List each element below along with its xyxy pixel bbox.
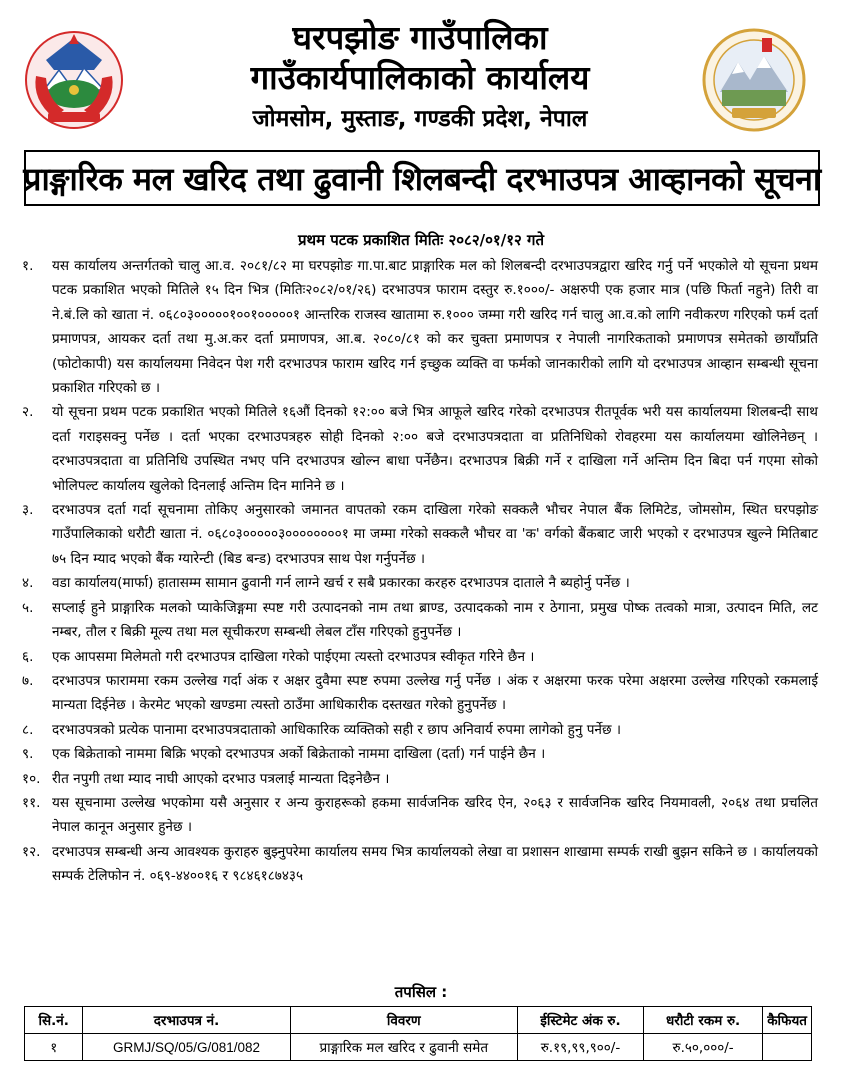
- nepal-government-emblem-icon: [24, 30, 124, 130]
- item-text: दरभाउपत्र दर्ता गर्दा सूचनामा तोकिए अनुसारको जमानत वापतको रकम दाखिला गरेको सक्कलै भौचर नेपाल बैंक लिमिटेड, जोमसोम, स्थित घरपझोङ गाउँपालिकाको धरौटी खाता नं. ०६८०३०००००३००००००००१ मा जम्मा गरेको सक्कलै भौचर वा 'क' वर्गको बैंकबाट जारी भएको र दरभाउपत्र खुल्ने मितिबाट ७५ दिन म्याद भएको बैंक ग्यारेन्टी (बिड बन्ड) दरभाउपत्र साथ पेश गर्नुपर्नेछ ।: [52, 502, 818, 567]
- cell-estimate: रु.१९,९९,९००/-: [517, 1034, 643, 1061]
- letterhead: [0, 0, 842, 140]
- notice-item: [22, 254, 818, 400]
- item-text: सप्लाई हुने प्राङ्गारिक मलको प्याकेजिङ्गमा स्पष्ट गरी उत्पादनको नाम तथा ब्राण्ड, उत्पादकको नाम र ठेगाना, प्रमुख पोष्क तत्वको मात्रा, उत्पादन मिति, लट नम्बर, तौल र बिक्री मूल्य तथा मल सूचीकरण सम्बन्धी लेबल टाँस गरिएको हुनुपर्नेछ ।: [52, 599, 818, 641]
- item-number: ५.: [22, 599, 34, 616]
- item-text: एक बिक्रेताको नाममा बिक्रि भएको दरभाउपत्र अर्को बिक्रेताको नाममा दाखिला (दर्ता) गर्न पाईने छैन ।: [52, 746, 546, 763]
- col-header-remarks: कैफियत: [763, 1007, 812, 1034]
- item-text: वडा कार्यालय(मार्फा) हातासम्म सामान ढुवानी गर्न लाग्ने खर्च र सबै प्रकारका करहरु दरभाउपत्र दाताले नै ब्यहोर्नु पर्नेछ ।: [52, 575, 630, 592]
- item-text: दरभाउपत्र फाराममा रकम उल्लेख गर्दा अंक र अक्षर दुवैमा स्पष्ट रुपमा उल्लेख गर्नु पर्नेछ । अंक र अक्षरमा फरक परेमा अक्षरमा उल्लेख गरिएको रकमलाई मान्यता दिईनेछ । केरमेट भएको खण्डमा त्यस्तो ठाउँमा आधिकारीक दस्तखत गरेको हुनुपर्नेछ ।: [52, 672, 818, 714]
- item-number: १.: [22, 258, 34, 274]
- notice-item: [22, 669, 818, 718]
- item-number: ६.: [22, 648, 34, 665]
- notice-title: प्राङ्गारिक मल खरिद तथा ढुवानी शिलबन्दी दरभाउपत्र आव्हानको सूचना: [23, 159, 821, 198]
- item-text: यो सूचना प्रथम पटक प्रकाशित भएको मितिले १६औं दिनको १२:०० बजे भित्र आफूले खरिद गरेको दरभाउपत्र रीतपूर्वक भरी यस कार्यालयमा शिलबन्दी साथ दर्ता गराइसक्नु पर्नेछ । दर्ता भएका दरभाउपत्रहरु सोही दिनको २:०० बजे दरभाउपत्रदाता वा प्रतिनिधिको रोवहरमा यस कार्यालयमा खोलिनेछन् । दरभाउपत्रदाता वा प्रतिनिधि उपस्थित नभए पनि दरभाउपत्र खोल्न बाधा पर्नेछैन। दरभाउपत्र बिक्री गर्ने र दाखिला गर्ने अन्तिम दिन बिदा पर्न गएमा सोको भोलिपल्ट कार्यालय खुलेको दिनलाई अन्तिम दिन मानिने छ ।: [52, 404, 818, 494]
- gharpajhong-municipality-logo-icon: [702, 28, 806, 132]
- schedule-title: तपसिल :: [394, 983, 448, 1001]
- item-text: यस कार्यालय अन्तर्गतको चालु आ.व. २०८१/८२ मा घरपझोङ गा.पा.बाट प्राङ्गारिक मल को शिलबन्दी दरभाउपत्रद्वारा खरिद गर्नु पर्ने भएकोले यो सूचना प्रथम पटक प्रकाशित भएको मितिले १५ दिन भित्र (मितिः२०८२/०१/२६) दरभाउपत्र फाराम दस्तुर रु.१०००/- अक्षरुपी एक हजार मात्र (पछि फिर्ता नहुने) तिरी वा ने.बं.लि को खाता नं. ०६८०३०००००१००१०००००१ आन्तरिक राजस्व खातामा रु.१००० जम्मा गरी खरिद गर्न चालु आ.व.को लागि नवीकरण गरिएको फर्म दर्ता प्रमाणपत्र, आयकर दर्ता तथा मु.अ.कर दर्ता प्रमाणपत्र, आ.ब. २०८०/८१ को कर चुक्ता प्रमाणपत्र र नेपाली नागरिकताको प्रमाणपत्र समेतको छायाँप्रति (फोटोकापी) यस कार्यालयमा निवेदन पेश गरी दरभाउपत्र फाराम खरिद गर्न इच्छुक व्यक्ति वा फर्मको जानकारीको लागि यो दरभाउपत्र आव्हान सम्बन्धी सूचना प्रकाशित गरिएको छ ।: [52, 258, 818, 397]
- office-name: गाउँकार्यपालिकाको कार्यालय: [250, 58, 590, 97]
- item-text: दरभाउपत्र सम्बन्धी अन्य आवश्यक कुराहरु बुझ्नुपरेमा कार्यालय समय भित्र कार्यालयको लेखा वा प्रशासन शाखामा सम्पर्क राखी बुझन सकिने छ । कार्यालयको सम्पर्क टेलिफोन नं. ०६९-४४००१६ र ९८४६१८७४३५: [52, 843, 818, 885]
- item-number: १०.: [22, 770, 41, 787]
- item-number: ८.: [22, 721, 34, 738]
- col-header-description: विवरण: [290, 1007, 517, 1034]
- cell-serial: १: [25, 1034, 83, 1061]
- item-number: ३.: [22, 502, 34, 519]
- notice-item: [22, 645, 818, 669]
- col-header-bid-number: दरभाउपत्र नं.: [83, 1007, 290, 1034]
- notice-item: [22, 791, 818, 840]
- col-header-estimate: ईस्टिमेट अंक रु.: [517, 1007, 643, 1034]
- municipality-name: घरपझोङ गाउँपालिका: [292, 18, 548, 57]
- notice-item: [22, 840, 818, 889]
- item-number: १२.: [22, 843, 41, 860]
- item-text: एक आपसमा मिलेमतो गरी दरभाउपत्र दाखिला गरेको पाईएमा त्यस्तो दरभाउपत्र स्वीकृत गरिने छैन ।: [52, 648, 535, 665]
- notice-item: [22, 742, 818, 766]
- item-number: ४.: [22, 575, 34, 592]
- cell-bid-number: GRMJ/SQ/05/G/081/082: [83, 1034, 290, 1061]
- item-text: दरभाउपत्रको प्रत्येक पानामा दरभाउपत्रदाताको आधिकारिक व्यक्तिको सही र छाप अनिवार्य रुपमा लागेको हुनु पर्नेछ ।: [52, 721, 621, 738]
- cell-description: प्राङ्गारिक मल खरिद र ढुवानी समेत: [290, 1034, 517, 1061]
- col-header-serial: सि.नं.: [25, 1007, 83, 1034]
- notice-item: [22, 571, 818, 595]
- item-number: ११.: [22, 794, 41, 811]
- notice-item: [22, 718, 818, 742]
- notice-item: [22, 498, 818, 571]
- item-number: ७.: [22, 672, 34, 689]
- col-header-deposit: धरौटी रकम रु.: [644, 1007, 763, 1034]
- table-row: [25, 1034, 812, 1061]
- item-text: रीत नपुगी तथा म्याद नाघी आएको दरभाउ पत्रलाई मान्यता दिइनेछैन ।: [52, 770, 390, 787]
- office-address: जोमसोम, मुस्ताङ, गण्डकी प्रदेश, नेपाल: [252, 106, 588, 132]
- notice-title-box: [24, 150, 820, 206]
- table-header-row: [25, 1007, 812, 1034]
- notice-item: [22, 400, 818, 498]
- publication-date: प्रथम पटक प्रकाशित मितिः २०८२/०१/१२ गते: [297, 231, 545, 249]
- cell-remarks: [763, 1034, 812, 1061]
- notice-item: [22, 767, 818, 791]
- notice-items-list: [22, 254, 818, 889]
- cell-deposit: रु.५०,०००/-: [644, 1034, 763, 1061]
- schedule-table: [24, 1006, 812, 1061]
- notice-item: [22, 596, 818, 645]
- item-number: २.: [22, 404, 34, 421]
- item-number: ९.: [22, 746, 34, 763]
- item-text: यस सूचनामा उल्लेख भएकोमा यसै अनुसार र अन्य कुराहरूको हकमा सार्वजनिक खरिद ऐन, २०६३ र सार्वजनिक खरिद नियमावली, २०६४ तथा प्रचलित नेपाल कानून अनुसार हुनेछ ।: [52, 794, 818, 836]
